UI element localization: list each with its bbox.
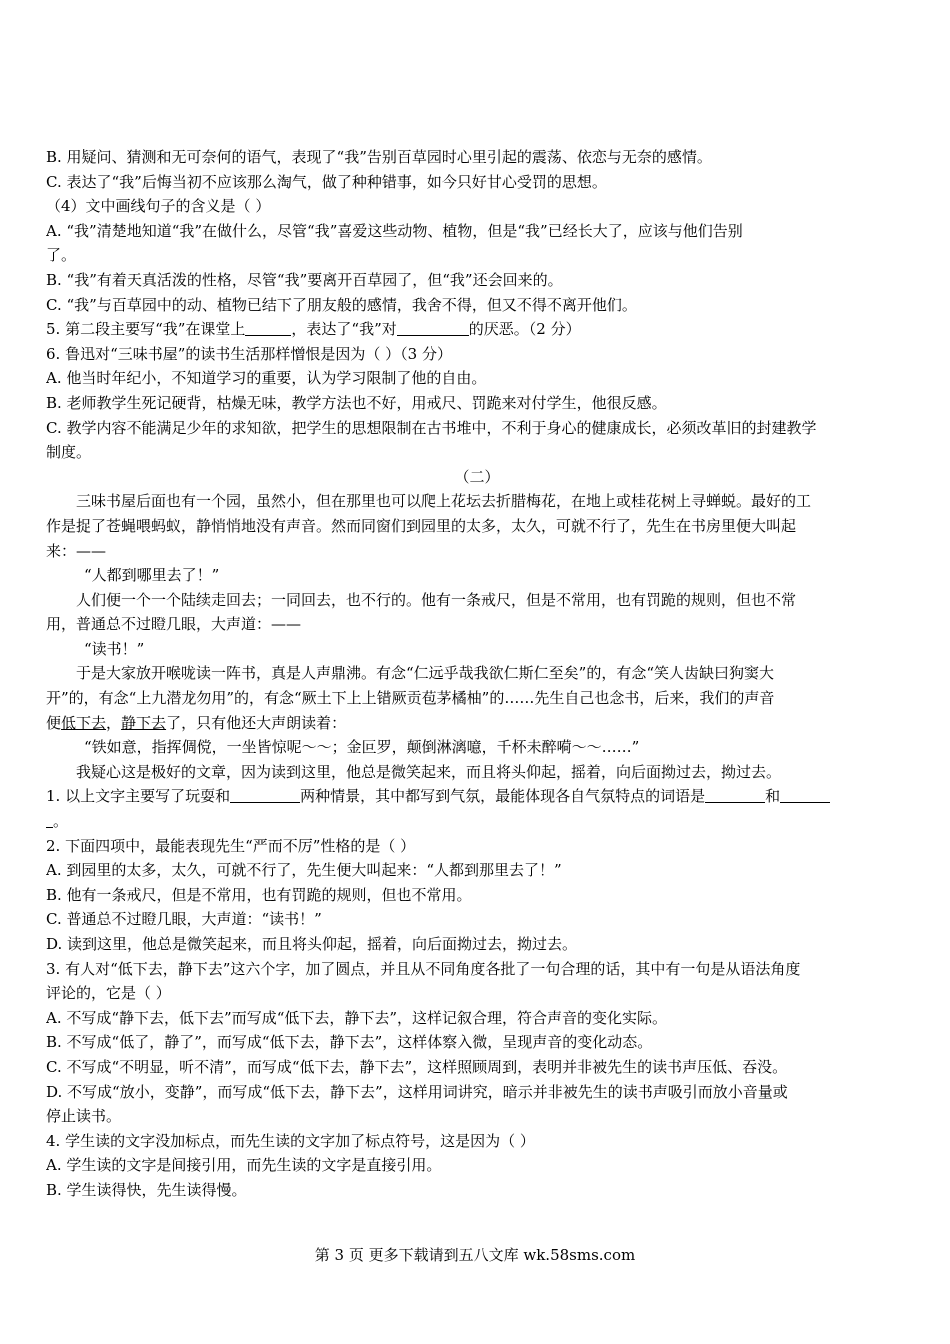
passage-line	[46, 711, 908, 736]
passage-line: 三味书屋后面也有一个园，虽然小，但在那里也可以爬上花坛去折腊梅花，在地上或桂花树上寻蝉蜕。最好的工	[76, 492, 812, 511]
passage-line: 人们便一个一个陆续走回去；一同回去，也不行的。他有一条戒尺，但是不常用，也有罚跪的规则，但也不常	[76, 590, 797, 609]
question-stem: 评论的，它是（ ）	[46, 984, 171, 1003]
passage-line: 开”的，有念“上九潜龙勿用”的，有念“厥土下上上错厥贡苞茅橘柚”的……先生自己也念书，后来，我们的声音	[46, 689, 775, 708]
option-line: C. 教学内容不能满足少年的求知欲，把学生的思想限制在古书堆中，不利于身心的健康成长，必须改革旧的封建教学	[46, 418, 817, 437]
option-line: C. 普通总不过瞪几眼，大声道：“读书！”	[46, 910, 322, 929]
option-line: D. 读到这里，他总是微笑起来，而且将头仰起，摇着，向后面拗过去，拗过去。	[46, 935, 578, 953]
underlined-phrase: 静下去	[121, 713, 167, 732]
question-stem: 6. 鲁迅对“三味书屋”的读书生活那样憎恨是因为（ ）（3 分）	[46, 344, 452, 363]
answer-blank	[780, 787, 830, 803]
option-line: A. 他当时年纪小，不知道学习的重要，认为学习限制了他的自由。	[46, 369, 487, 388]
question-stem: （4）文中画线句子的含义是（ ）	[46, 197, 271, 216]
answer-blank	[397, 320, 469, 336]
passage-text: ，	[106, 713, 122, 732]
option-line: C. “我”与百草园中的动、植物已结下了朋友般的感情，我舍不得，但又不得不离开他们。	[46, 295, 637, 314]
passage-quote: “铁如意，指挥倜傥，一坐皆惊呢～～；金叵罗，颠倒淋漓噫，千杯未醉嗬～～……”	[84, 738, 640, 757]
option-line: 了。	[46, 246, 77, 265]
q5-text-1: 5. 第二段主要写“我”在课堂上	[46, 320, 246, 339]
passage-line: 作是捉了苍蝇喂蚂蚁，静悄悄地没有声音。然而同窗们到园里的太多，太久，可就不行了，先生在书房里便大叫起	[46, 516, 797, 535]
q1-text-2: 两种情景，其中都写到气氛，最能体现各自气氛特点的词语是	[300, 787, 706, 806]
option-line: B. “我”有着天真活泼的性格，尽管“我”要离开百草园了，但“我”还会回来的。	[46, 270, 563, 289]
underlined-phrase: 低下去	[61, 713, 107, 732]
q5-text-3: 的厌恶。（2 分）	[468, 320, 581, 339]
option-line: A. 不写成“静下去，低下去”而写成“低下去，静下去”，这样记叙合理，符合声音的变化实际。	[46, 1008, 668, 1027]
option-line: A. 到园里的太多，太久，可就不行了，先生便大叫起来：“人都到那里去了！”	[46, 861, 562, 880]
option-line: C. 不写成“不明显，听不清”，而写成“低下去，静下去”，这样照顾周到，表明并非被先生的读书声压低、吞没。	[46, 1057, 788, 1076]
q5-text-2: ，表达了“我”对	[291, 320, 397, 339]
answer-blank	[230, 787, 300, 803]
option-line: A. “我”清楚地知道“我”在做什么，尽管“我”喜爱这些动物、植物，但是“我”已经长大了，应该与他们告别	[46, 221, 743, 240]
question-1	[46, 784, 908, 809]
question-1-cont	[46, 809, 908, 834]
answer-blank	[46, 812, 53, 828]
q1-text-1: 1. 以上文字主要写了玩耍和	[46, 787, 231, 806]
passage-quote: “读书！”	[84, 639, 145, 658]
option-line: 停止读书。	[46, 1107, 122, 1126]
option-line: B. 用疑问、猜测和无可奈何的语气，表现了“我”告别百草园时心里引起的震荡、依恋与无奈的感情。	[46, 148, 712, 166]
option-line: 制度。	[46, 443, 92, 462]
page-footer: 第 3 页 更多下载请到五八文库 wk.58sms.com	[314, 1246, 636, 1264]
option-line: C. 表达了“我”后悔当初不应该那么淘气，做了种种错事，如今只好甘心受罚的思想。	[46, 172, 607, 191]
passage-line: 于是大家放开喉咙读一阵书，真是人声鼎沸。有念“仁远乎哉我欲仁斯仁至矣”的，有念“笑人齿缺曰狗窦大	[76, 664, 775, 683]
option-line: B. 老师教学生死记硬背，枯燥无味，教学方法也不好，用戒尺、罚跪来对付学生，他很反感。	[46, 393, 667, 412]
passage-line: 用，普通总不过瞪几眼，大声道：——	[46, 615, 302, 634]
option-line: D. 不写成“放小，变静”，而写成“低下去，静下去”，这样用词讲究，暗示并非被先生的读书声吸引而放小音量或	[46, 1082, 788, 1101]
passage-line: 来：——	[46, 541, 107, 560]
q1-end: 。	[53, 812, 69, 831]
answer-blank	[245, 320, 291, 336]
page-content	[46, 145, 908, 1203]
question-stem: 3. 有人对“低下去，静下去”这六个字，加了圆点，并且从不同角度各批了一句合理的话，其中有一句是从语法角度	[46, 959, 801, 978]
question-5	[46, 317, 908, 342]
option-line: B. 他有一条戒尺，但是不常用，也有罚跪的规则，但也不常用。	[46, 885, 472, 904]
q1-text-3: 和	[765, 787, 781, 806]
passage-text: 便	[46, 713, 62, 732]
passage-line: 我疑心这是极好的文章，因为读到这里，他总是微笑起来，而且将头仰起，摇着，向后面拗过去，拗过去。	[76, 762, 782, 781]
option-line: B. 学生读得快，先生读得慢。	[46, 1180, 247, 1199]
passage-quote: “人都到哪里去了！”	[84, 566, 220, 585]
passage-text: 了，只有他还大声朗读着：	[166, 713, 347, 732]
option-line: B. 不写成“低了，静了”，而写成“低下去，静下去”，这样体察入微，呈现声音的变化动态。	[46, 1033, 653, 1052]
question-stem: 4. 学生读的文字没加标点，而先生读的文字加了标点符号，这是因为（ ）	[46, 1131, 535, 1150]
answer-blank	[705, 787, 765, 803]
option-line: A. 学生读的文字是间接引用，而先生读的文字是直接引用。	[46, 1156, 442, 1175]
question-stem: 2. 下面四项中，最能表现先生“严而不厉”性格的是（ ）	[46, 836, 416, 855]
section-heading: （二）	[454, 467, 500, 486]
